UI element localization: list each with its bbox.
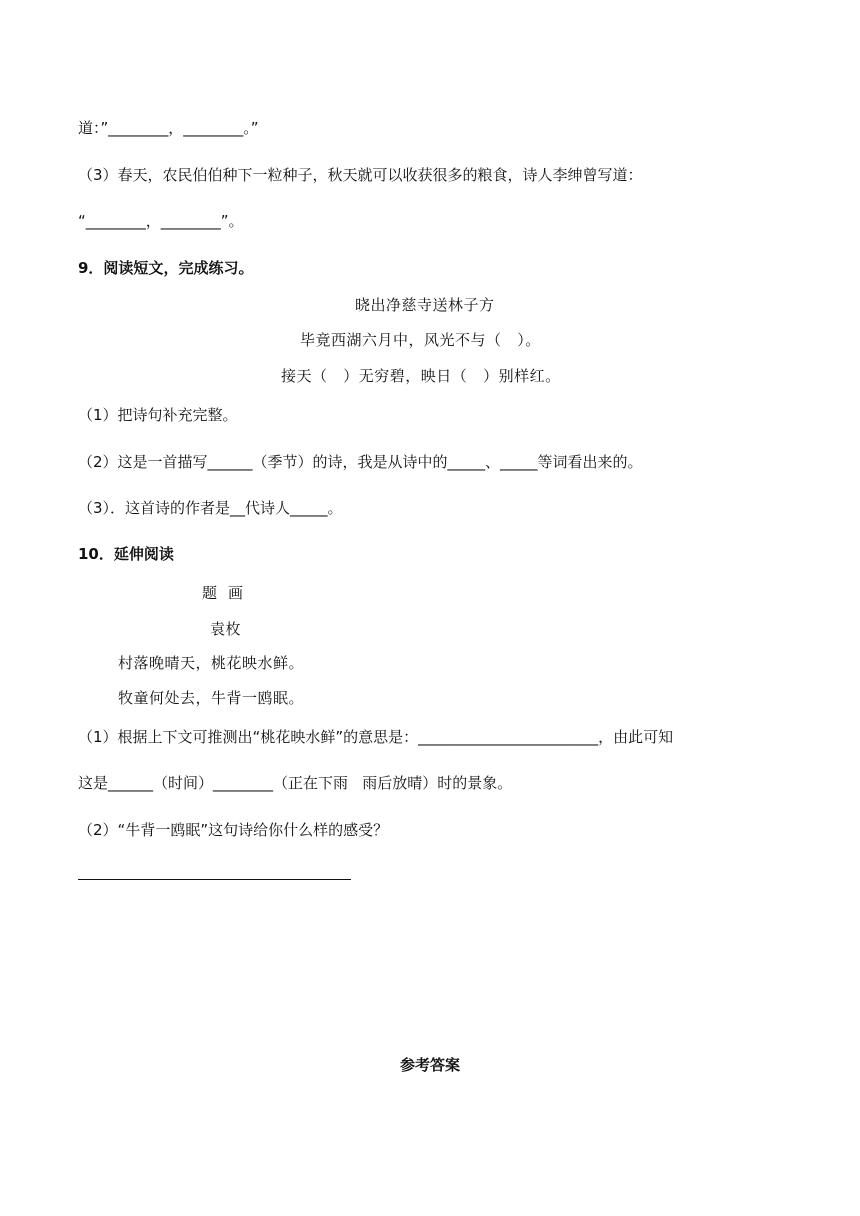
q9-poem-title: 晓出净慈寺送林子方 (355, 296, 495, 314)
q9-poem-line1: 毕竟西湖六月中，风光不与（ ）。 (300, 331, 541, 349)
q10-sub1-line2: 这是______（时间）________（正在下雨 雨后放晴）时的景象。 (78, 774, 513, 792)
q8-sub3-line1: （3）春天，农民伯伯种下一粒种子，秋天就可以收获很多的粮食，诗人李绅曾写道： (78, 166, 643, 184)
q8-sub3-line2: “________，________”。 (78, 212, 244, 230)
q9-sub2: （2）这是一首描写______（季节）的诗，我是从诗中的_____、_____等词看出来的。 (78, 453, 643, 471)
q10-sub2: （2）“牛背一鸥眠”这句诗给你什么样的感受？ (78, 821, 389, 839)
reference-answer-title: 参考答案 (399, 1056, 460, 1074)
q9-heading: 9．阅读短文，完成练习。 (78, 259, 254, 277)
q9-sub3: （3）．这首诗的作者是__代诗人_____。 (78, 499, 343, 517)
q10-heading: 10．延伸阅读 (78, 545, 174, 563)
q10-sub1-line1: （1）根据上下文可推测出“桃花映水鲜”的意思是：________________________，由此可知 (78, 728, 674, 746)
q9-poem-line2: 接天（ ）无穷碧，映日（ ）别样红。 (281, 367, 561, 385)
q10-poem-line1: 村落晚晴天，桃花映水鲜。 (118, 654, 305, 672)
q10-poem-author: 袁枚 (210, 620, 242, 638)
answer-line (78, 879, 351, 880)
q8-line2: 道：”________，________。” (78, 119, 259, 137)
q10-poem-title: 题 画 (202, 584, 244, 602)
q10-poem-line2: 牧童何处去，牛背一鸥眠。 (118, 689, 305, 707)
q9-sub1: （1）把诗句补充完整。 (78, 406, 238, 424)
